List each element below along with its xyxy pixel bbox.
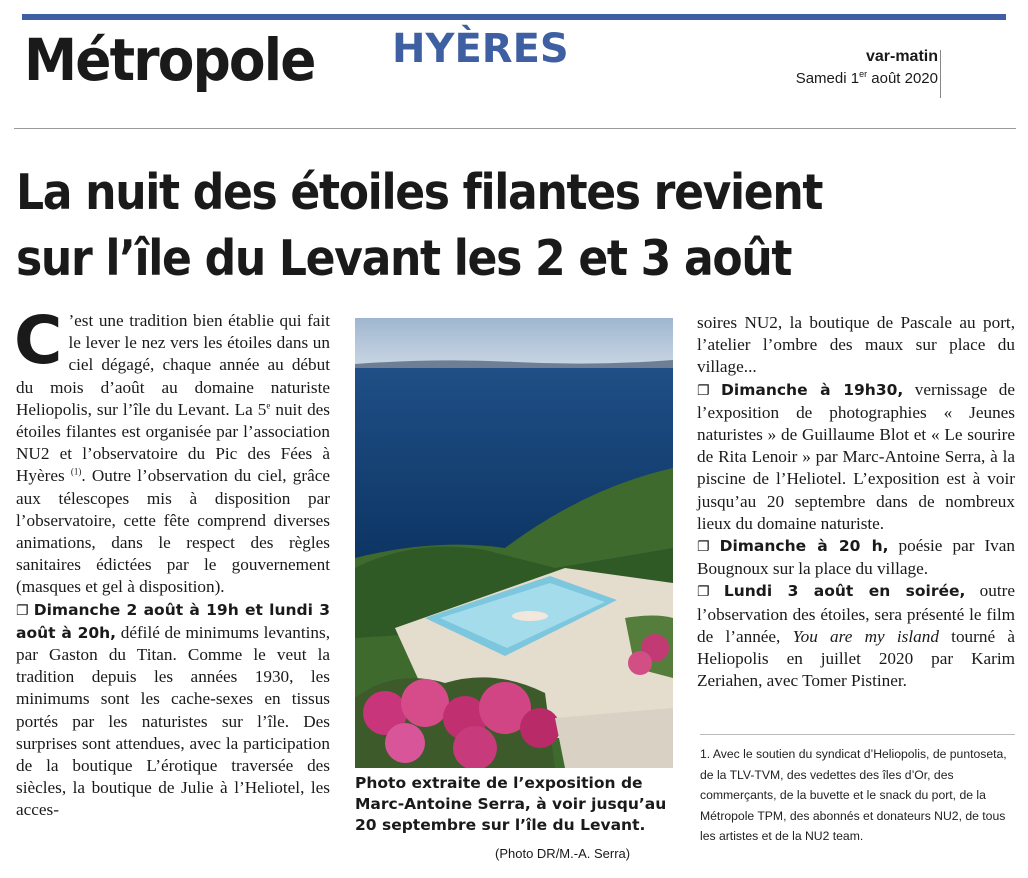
masthead-divider <box>940 50 941 98</box>
event-paragraph-vernissage: ❐ Dimanche à 19h30, vernissage de l’exposition de photographies « Jeunes naturistes » de Guillaume Blot et « Le sourire de Rita Lenoir » par Marc-Antoine Serra, à la piscine de l’Heliotel. L’exposition est à voir jusqu’au 20 septembre dans de nombreux lieux du domaine naturiste. <box>697 379 1015 533</box>
shops-paragraph: soires NU2, la boutique de Pascale au port, l’atelier l’ombre des maux sur place du village... <box>697 313 1015 377</box>
header-rule <box>14 128 1016 129</box>
event-paragraph-film: ❐ Lundi 3 août en soirée, outre l’observation des étoiles, sera présenté le film de l’année, You are my island tourné à Heliopolis en juillet 2020 par Karim Zeriahen, avec Tomer Pistiner. <box>697 581 1015 691</box>
drop-cap: C <box>14 302 63 379</box>
newspaper-name: var-matin <box>865 48 938 65</box>
checkbox-bullet-icon: ❐ <box>697 584 710 601</box>
article-photo <box>355 318 673 768</box>
publication-date: Samedi 1er août 2020 <box>795 69 938 87</box>
column-1 <box>14 302 331 822</box>
checkbox-bullet-icon: ❐ <box>697 382 710 399</box>
column-3 <box>697 312 1015 692</box>
masthead <box>24 26 340 110</box>
checkbox-bullet-icon: ❐ <box>16 602 29 619</box>
photo-credit: (Photo DR/M.-A. Serra) <box>495 846 631 861</box>
city-name: HYÈRES <box>392 26 569 72</box>
paper-info <box>796 48 938 87</box>
event-paragraph-poesie: ❐ Dimanche à 20 h, poésie par Ivan Bougnoux sur la place du village. <box>697 536 1015 579</box>
footnote-divider <box>700 734 1015 735</box>
event-paragraph-defile: ❐ Dimanche 2 août à 19h et lundi 3 août à 20h, défilé de minimums levantins, par Gaston du Titan. Comme le veut la tradition depuis les années 1930, les minimums sont les cache-sexes en tissus portés par les naturistes sur l’île. Des surprises sont attendues, avec la participation de la boutique L’érotique traversée des siècles, la boutique de Julie à l’Heliotel, les acces- <box>16 600 331 820</box>
section-name: Métropole <box>24 26 315 94</box>
headline: La nuit des étoiles filantes revient sur l’île du Levant les 2 et 3 août <box>16 164 823 287</box>
checkbox-bullet-icon: ❐ <box>697 539 710 556</box>
footnote: 1. Avec le soutien du syndicat d’Heliopolis, de puntoseta, de la TLV-TVM, des vedettes des îles d’Or, des commerçants, de la buvette et le snack du port, de la Métropole TPM, des abonnés et donateurs NU2, de tous les artistes et de la NU2 team. <box>700 747 1007 844</box>
intro-paragraph: C ’est une tradition bien établie qui fait le lever le nez vers les étoiles dans un ciel dégagé, chaque année au début du mois d’août au domaine naturiste Heliopolis, sur l’île du Levant. La 5e nuit des étoiles filantes est organisée par l’association NU2 et l’observatoire du Pic des Fées à Hyères $^{(1)}$. Outre l’observation du ciel, grâce aux télescopes mis à disposition par l’observatoire, cette fête comprend diverses animations, dans le respect des règles sanitaires édictées par le gouvernement (masques et gel à disposition). <box>14 302 330 597</box>
top-color-bar <box>22 14 1006 20</box>
photo-pool-sea-illustration <box>355 318 673 768</box>
photo-caption: Photo extraite de l’exposition de Marc-Antoine Serra, à voir jusqu’au 20 septembre sur l’île du Levant. <box>355 774 667 834</box>
